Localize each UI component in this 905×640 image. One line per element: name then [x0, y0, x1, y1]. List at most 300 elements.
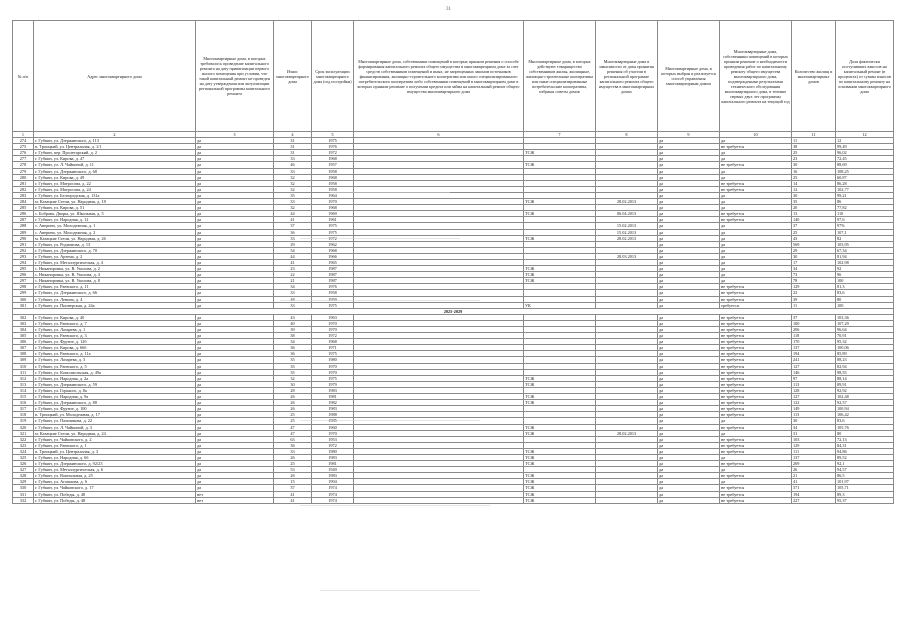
repair-decision: не требуется [720, 186, 792, 192]
row-number: 328 [13, 473, 34, 479]
repair-decision: не требуется [720, 345, 792, 351]
address: п. Троицкий, ул. Центральная, д. 3 [34, 448, 196, 454]
address: г. Губкин, ул. Раевского, д. 3 [34, 333, 196, 339]
needs-repair-flag: да [196, 381, 274, 387]
address: г. Губкин, ул. Дзержинского, д. 88 [34, 400, 196, 406]
repair-decision: да [720, 247, 792, 253]
address: с. Никаноровка, ул. В. Уколова, д. 4 [34, 272, 196, 278]
management-method: да [658, 290, 720, 296]
repair-decision: да [720, 479, 792, 485]
repair-decision: да [720, 235, 792, 241]
needs-repair-flag: да [196, 461, 274, 467]
header-cell: Многоквартирные дома, в которых действуют товарищество собственников жилья, жилищные, жилищно-строительные кооперативы или иные специализированные потребительские кооперативы, избраны советы домов [524, 21, 596, 132]
construction-year: 1958 [312, 168, 354, 174]
management-method: да [658, 199, 720, 205]
payment-share: 100 [836, 302, 894, 308]
address: г. Губкин, ул. Матросова, д. 22 [34, 180, 196, 186]
register-rows-before-section [13, 138, 894, 309]
payment-share: 88,23 [836, 357, 894, 363]
row-number: 316 [13, 400, 34, 406]
management-method: да [658, 461, 720, 467]
row-number: 292 [13, 247, 34, 253]
row-number: 331 [13, 491, 34, 497]
wear-percent: 32 [274, 186, 312, 192]
payment-share: 105,71 [836, 485, 894, 491]
needs-repair-flag: да [196, 387, 274, 393]
wear-percent: 47 [274, 424, 312, 430]
address: г. Губкин, ул. Дзержинского, д. 113 [34, 138, 196, 144]
needs-repair-flag: да [196, 327, 274, 333]
wear-percent: 44 [274, 211, 312, 217]
section-label: 2025-2029 [13, 308, 894, 314]
header-cell: Многоквартирные дома в зависимости от даты принятия решения об участии в региональной программе капитального ремонта общего имущества в многоквартирных домах [596, 21, 658, 132]
repair-decision: не требуется [720, 333, 792, 339]
dwelling-count: 31 [792, 430, 836, 436]
address: г. Губкин, ул. Дзержинского, д. 92/23 [34, 461, 196, 467]
wear-percent: 33 [274, 235, 312, 241]
needs-repair-flag: да [196, 412, 274, 418]
needs-repair-flag: да [196, 186, 274, 192]
repair-decision: не требуется [720, 400, 792, 406]
construction-year: 1988 [312, 412, 354, 418]
dwelling-count: 30 [792, 253, 836, 259]
needs-repair-flag: да [196, 290, 274, 296]
repair-decision: требуется [720, 302, 792, 308]
row-number: 326 [13, 461, 34, 467]
management-method: да [658, 424, 720, 430]
address: г. Губкин, ул. Народная, д. 12 [34, 217, 196, 223]
wear-percent: 31 [274, 138, 312, 144]
management-body: ТСЖ [524, 485, 596, 491]
payment-share: 86 [836, 199, 894, 205]
construction-year: 1958 [312, 290, 354, 296]
row-number: 288 [13, 223, 34, 229]
payment-share: 86,28 [836, 180, 894, 186]
dwelling-count: 12 [792, 186, 836, 192]
wear-percent: 25 [274, 418, 312, 424]
construction-year: 1962 [312, 241, 354, 247]
dwelling-count: 129 [792, 442, 836, 448]
repair-decision: да [720, 168, 792, 174]
payment-share: 80 [836, 430, 894, 436]
payment-share: 97,6 [836, 217, 894, 223]
wear-percent: 26 [274, 394, 312, 400]
repair-decision: да [720, 138, 792, 144]
construction-year: 1975 [312, 138, 354, 144]
repair-decision: не требуется [720, 448, 792, 454]
dwelling-count: 241 [792, 357, 836, 363]
wear-percent: 15 [274, 479, 312, 485]
column-number: 6 [354, 132, 524, 138]
construction-year: 1963 [312, 314, 354, 320]
row-number: 320 [13, 424, 34, 430]
address: с. Никаноровка, ул. В. Уколова, д. 8 [34, 278, 196, 284]
header-cell: Износ многоквартирного дома [274, 21, 312, 132]
repair-decision: да [720, 192, 792, 198]
program-date: 15.02.2013 [596, 223, 658, 229]
row-number: 301 [13, 302, 34, 308]
scan-streak [320, 590, 480, 591]
address: г. Губкин, ул. Матросова, д. 24 [34, 186, 196, 192]
needs-repair-flag: да [196, 479, 274, 485]
dwelling-count: 29 [792, 247, 836, 253]
repair-decision: не требуется [720, 491, 792, 497]
repair-decision: не требуется [720, 327, 792, 333]
construction-year: 1970 [312, 363, 354, 369]
program-date: 28.02.2013 [596, 235, 658, 241]
needs-repair-flag: да [196, 351, 274, 357]
management-method: да [658, 387, 720, 393]
wear-percent: 23 [274, 266, 312, 272]
management-body: ТСЖ [524, 211, 596, 217]
needs-repair-flag: да [196, 211, 274, 217]
header-cell: Срок эксплуатации многоквартирного дома (год постройки) [312, 21, 354, 132]
management-method: да [658, 247, 720, 253]
payment-share: 83,6 [836, 290, 894, 296]
construction-year: 1983 [312, 387, 354, 393]
needs-repair-flag: да [196, 241, 274, 247]
construction-year: 1961 [312, 217, 354, 223]
needs-repair-flag: да [196, 253, 274, 259]
repair-decision: не требуется [720, 296, 792, 302]
management-body: ТСЖ [524, 162, 596, 168]
construction-year: 1975 [312, 375, 354, 381]
column-number: 10 [720, 132, 792, 138]
row-number: 308 [13, 351, 34, 357]
dwelling-count: 11 [792, 138, 836, 144]
row-number: 283 [13, 192, 34, 198]
dwelling-count: 137 [792, 345, 836, 351]
payment-share: 88,14 [836, 375, 894, 381]
construction-year: 1974 [312, 485, 354, 491]
address: г. Губкин, ул. Л. Чайкиной, д. 3 [34, 424, 196, 430]
management-method: да [658, 296, 720, 302]
payment-share: 95,37 [836, 497, 894, 503]
needs-repair-flag: да [196, 394, 274, 400]
management-method: да [658, 235, 720, 241]
row-number: 330 [13, 485, 34, 491]
wear-percent: 26 [274, 406, 312, 412]
wear-percent: 25 [274, 461, 312, 467]
needs-repair-flag: да [196, 448, 274, 454]
row-number: 298 [13, 284, 34, 290]
row-number: 300 [13, 296, 34, 302]
wear-percent: 39 [274, 327, 312, 333]
row-number: 313 [13, 381, 34, 387]
header-row [13, 21, 894, 132]
wear-percent: 40 [274, 320, 312, 326]
management-body: ТСЖ [524, 278, 596, 284]
address: г. Губкин, ул. Белгородская, д. 131а [34, 192, 196, 198]
row-number: 275 [13, 144, 34, 150]
wear-percent: 44 [274, 253, 312, 259]
repair-decision: да [720, 229, 792, 235]
address: г. Губкин, ул. Народная, д. 6б [34, 454, 196, 460]
row-number: 279 [13, 168, 34, 174]
needs-repair-flag: да [196, 174, 274, 180]
management-method: да [658, 473, 720, 479]
repair-decision: да [720, 430, 792, 436]
wear-percent: 36 [274, 442, 312, 448]
wear-percent: 41 [274, 491, 312, 497]
management-method: да [658, 192, 720, 198]
repair-decision: да [720, 174, 792, 180]
management-body: ТСЖ [524, 150, 596, 156]
wear-percent: 26 [274, 400, 312, 406]
dwelling-count: 23 [792, 156, 836, 162]
needs-repair-flag: да [196, 168, 274, 174]
construction-year: 1980 [312, 448, 354, 454]
management-method: да [658, 259, 720, 265]
program-date: 15.02.2013 [596, 229, 658, 235]
wear-percent: 53 [274, 467, 312, 473]
management-body: ТСЖ [524, 454, 596, 460]
row-number: 297 [13, 278, 34, 284]
address: г. Губкин, ул. Лазарева, д. 3 [34, 357, 196, 363]
row-number: 293 [13, 253, 34, 259]
wear-percent: 30 [274, 381, 312, 387]
program-date: 28.02.2013 [596, 199, 658, 205]
management-method: да [658, 168, 720, 174]
dwelling-count: 43 [792, 235, 836, 241]
payment-share: 96,02 [836, 150, 894, 156]
needs-repair-flag: да [196, 229, 274, 235]
needs-repair-flag: да [196, 180, 274, 186]
construction-year: 1964 [312, 192, 354, 198]
dwelling-count: 97 [792, 375, 836, 381]
wear-percent: 41 [274, 497, 312, 503]
payment-share: 107,29 [836, 320, 894, 326]
payment-share: 92,92 [836, 387, 894, 393]
repair-decision: не требуется [720, 144, 792, 150]
row-number: 319 [13, 418, 34, 424]
dwelling-count: 38 [792, 144, 836, 150]
needs-repair-flag: да [196, 357, 274, 363]
management-method: да [658, 272, 720, 278]
construction-year: 1968 [312, 247, 354, 253]
management-method: да [658, 412, 720, 418]
row-number: 310 [13, 363, 34, 369]
dwelling-count: 17 [792, 259, 836, 265]
payment-share: 103,36 [836, 314, 894, 320]
construction-year: 1966 [312, 253, 354, 259]
needs-repair-flag: да [196, 302, 274, 308]
needs-repair-flag: да [196, 339, 274, 345]
wear-percent: 35 [274, 192, 312, 198]
address: г. Губкин, ул. Народная, д. 2а [34, 375, 196, 381]
management-method: да [658, 345, 720, 351]
management-method: да [658, 497, 720, 503]
needs-repair-flag: да [196, 192, 274, 198]
management-method: да [658, 394, 720, 400]
construction-year: 1983 [312, 454, 354, 460]
repair-decision: не требуется [720, 369, 792, 375]
management-method: да [658, 491, 720, 497]
row-number: 290 [13, 235, 34, 241]
construction-year: 1983 [312, 406, 354, 412]
management-body: ТСЖ [524, 473, 596, 479]
wear-percent: 34 [274, 284, 312, 290]
payment-share: 107,1 [836, 229, 894, 235]
repair-decision: не требуется [720, 375, 792, 381]
column-number: 4 [274, 132, 312, 138]
column-number: 5 [312, 132, 354, 138]
address: г. Губкин, ул. Кирова, д. 49 [34, 174, 196, 180]
payment-share: 92 [836, 266, 894, 272]
row-number: 324 [13, 448, 34, 454]
payment-share: 82,94 [836, 363, 894, 369]
needs-repair-flag: да [196, 485, 274, 491]
row-number: 289 [13, 229, 34, 235]
repair-decision: да [720, 454, 792, 460]
construction-year: 1974 [312, 497, 354, 503]
construction-year: 1975 [312, 351, 354, 357]
management-body: ТСЖ [524, 461, 596, 467]
wear-percent: 33 [274, 199, 312, 205]
payment-share: 106,42 [836, 412, 894, 418]
management-body: ТСЖ [524, 448, 596, 454]
payment-share: 92,57 [836, 400, 894, 406]
repair-decision: не требуется [720, 217, 792, 223]
construction-year: 1974 [312, 491, 354, 497]
address: г. Губкин, ул. Л. Чайкиной, д. 11 [34, 162, 196, 168]
repair-decision: да [720, 272, 792, 278]
column-number: 3 [196, 132, 274, 138]
needs-repair-flag: да [196, 314, 274, 320]
row-number: 294 [13, 259, 34, 265]
address: г. Губкин, ул. Воинальная, д. 25 [34, 473, 196, 479]
repair-decision: да [720, 467, 792, 473]
repair-decision: да [720, 241, 792, 247]
row-number: 291 [13, 241, 34, 247]
dwelling-count: 127 [792, 394, 836, 400]
address: г. Губкин, пер. Пролетарский, д. 2 [34, 150, 196, 156]
address: г. Губкин, ул. Чайковского, д. 2 [34, 436, 196, 442]
header-cell: Многоквартирные дома, в которых требовалось проведение капитального ремонта на дату приватизации первого жилого помещения при условии, что такой капитальный ремонт не проведен на дату утверждения или актуализации региональной программы капитального ремонта [196, 21, 274, 132]
row-number: 311 [13, 369, 34, 375]
address: г. Губкин, ул. Металлургическая, д. 4 [34, 259, 196, 265]
address: г. Губкин, ул. Дзержинского, д. 68 [34, 168, 196, 174]
repair-decision: да [720, 156, 792, 162]
header-cell: Многоквартирные дома, собственники помещений в которых приняли решение о необходимости проведения работ по капитальному ремонту общего имущества многоквартирного дома, подтвержденные результатами технического обследования многоквартирного дома, в течение первых двух лет программы капитального ремонта на текущий год [720, 21, 792, 132]
address: г. Губкин, ул. Раевского, д. 11а [34, 351, 196, 357]
payment-share: 80 [836, 296, 894, 302]
row-number: 312 [13, 375, 34, 381]
wear-percent: 32 [274, 180, 312, 186]
payment-share: 89,52 [836, 454, 894, 460]
dwelling-count: 100 [792, 320, 836, 326]
payment-share: 83,6 [836, 418, 894, 424]
management-method: да [658, 150, 720, 156]
row-number: 323 [13, 442, 34, 448]
row-number: 274 [13, 138, 34, 144]
wear-percent: 31 [274, 150, 312, 156]
dwelling-count: 118 [792, 333, 836, 339]
construction-year: 1970 [312, 320, 354, 326]
address: с. Аверино, ул. Молодежная, д. 1 [34, 223, 196, 229]
dwelling-count: 122 [792, 400, 836, 406]
needs-repair-flag: да [196, 266, 274, 272]
repair-decision: да [720, 223, 792, 229]
needs-repair-flag: да [196, 363, 274, 369]
wear-percent: 37 [274, 223, 312, 229]
repair-decision: не требуется [720, 485, 792, 491]
needs-repair-flag: да [196, 473, 274, 479]
wear-percent: 35 [274, 363, 312, 369]
construction-year: 1983 [312, 473, 354, 479]
address: г. Губкин, ул. Раевского, д. 5 [34, 363, 196, 369]
wear-percent: 32 [274, 375, 312, 381]
column-number: 11 [792, 132, 836, 138]
construction-year: 1965 [312, 259, 354, 265]
row-number: 332 [13, 497, 34, 503]
construction-year: 1980 [312, 357, 354, 363]
dwelling-count: 30 [792, 418, 836, 424]
wear-percent: 22 [274, 272, 312, 278]
payment-share: 72,45 [836, 156, 894, 162]
payment-share: 108,25 [836, 168, 894, 174]
construction-year: 1970 [312, 327, 354, 333]
address: г. Губкин, ул. Победы, д. 48 [34, 491, 196, 497]
repair-decision: не требуется [720, 351, 792, 357]
column-number: 8 [596, 132, 658, 138]
row-number: 286 [13, 211, 34, 217]
management-method: да [658, 363, 720, 369]
dwelling-count: 25 [792, 150, 836, 156]
needs-repair-flag: да [196, 345, 274, 351]
row-number: 325 [13, 454, 34, 460]
payment-share: 102,48 [836, 394, 894, 400]
needs-repair-flag: да [196, 247, 274, 253]
management-method: да [658, 485, 720, 491]
payment-share: 105,76 [836, 424, 894, 430]
construction-year: 1957 [312, 162, 354, 168]
management-method: да [658, 174, 720, 180]
address: м. Казацкие Степи, ул. Народная, д. 24 [34, 430, 196, 436]
row-number: 281 [13, 180, 34, 186]
needs-repair-flag: да [196, 418, 274, 424]
dwelling-count: 39 [792, 296, 836, 302]
management-method: да [658, 229, 720, 235]
wear-percent: 36 [274, 229, 312, 235]
repair-decision: не требуется [720, 442, 792, 448]
construction-year: 1994 [312, 479, 354, 485]
header-cell: Многоквартирные дома, собственники помещений в которых приняли решения о способе формирования капитального ремонта общего имущества в многоквартирном доме за счет средств собственников помещений и иных, не запрещенных законом источников финансирования, жилищно-строительного кооператива или иного специализированного потребительского кооператива либо собственники помещений в многоквартирном доме в которых приняли решение о получении кредита или займа на капитальный ремонт общего имущества многоквартирного дома [354, 21, 524, 132]
row-number: 314 [13, 387, 34, 393]
construction-year: 1979 [312, 381, 354, 387]
address: г. Губкин, ул. Дзержинского, д. 70 [34, 247, 196, 253]
payment-share: 96,64 [836, 327, 894, 333]
wear-percent: 34 [274, 339, 312, 345]
repair-decision: не требуется [720, 290, 792, 296]
wear-percent: 26 [274, 473, 312, 479]
table-row [13, 497, 894, 503]
dwelling-count: 25 [792, 174, 836, 180]
needs-repair-flag: да [196, 430, 274, 436]
management-body: ТСЖ [524, 381, 596, 387]
payment-share: 82 [836, 235, 894, 241]
construction-year: 1970 [312, 199, 354, 205]
dwelling-count: 30 [792, 162, 836, 168]
page-number: 31 [446, 7, 451, 12]
address: г. Губкин, ул. Кирова, д. 40 [34, 314, 196, 320]
row-number: 277 [13, 156, 34, 162]
wear-percent: 54 [274, 247, 312, 253]
management-method: да [658, 205, 720, 211]
management-body: ТСЖ [524, 400, 596, 406]
header-cell: Доля фактически поступивших взносов на капитальный ремонт (в процентах) от суммы взносов по капитальному ремонту на основании многоквартирного дома [836, 21, 894, 132]
dwelling-count: 113 [792, 412, 836, 418]
